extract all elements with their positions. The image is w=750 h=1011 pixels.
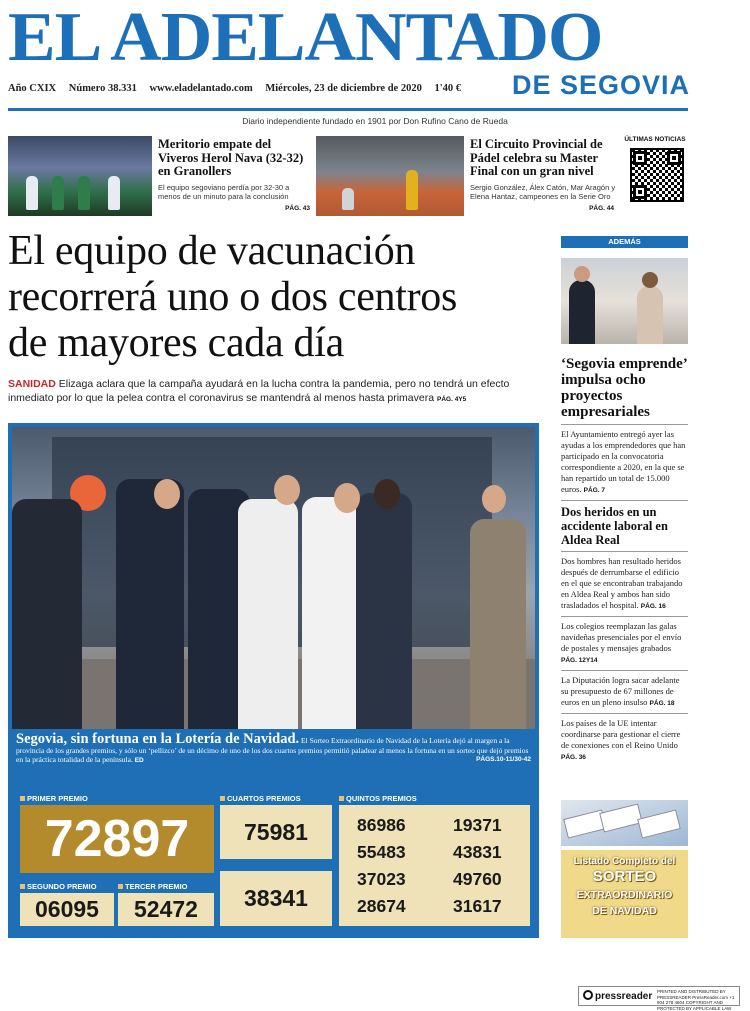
- quinto-premio-number: 31617: [453, 896, 502, 916]
- story-page: PÁG. 7: [583, 487, 605, 494]
- qr-corner: [667, 151, 681, 165]
- lottery-caption: [16, 731, 531, 766]
- quinto-premio-number: 19371: [453, 815, 502, 835]
- divider: [561, 551, 688, 552]
- person-head: [642, 272, 658, 288]
- player-figure: [26, 176, 38, 210]
- newspaper-title: EL ADELANTADO: [8, 0, 603, 76]
- ticket-shape: [599, 803, 643, 832]
- person-figure: [356, 493, 412, 729]
- pressreader-footer[interactable]: [578, 986, 740, 1011]
- player-figure: [406, 170, 418, 210]
- main-headline[interactable]: [8, 228, 553, 366]
- founded-line: Diario independiente fundado en 1901 por Don Rufino Cano de Rueda: [242, 116, 508, 126]
- cuarto-premio-number: 38341: [220, 871, 332, 926]
- masthead: [8, 0, 690, 108]
- quintos-premios-panel: [339, 805, 530, 926]
- sidebar-brief[interactable]: [561, 621, 688, 666]
- quinto-premio-number: 49760: [453, 869, 502, 889]
- lottery-caption-title: Segovia, sin fortuna en la Lotería de Navidad.: [16, 731, 300, 747]
- pressreader-icon: [583, 990, 593, 1000]
- primer-premio-number: 72897: [20, 805, 214, 873]
- sidebar-story-headline[interactable]: ‘Segovia emprende’ impulsa ocho proyectos empresariales: [561, 356, 687, 420]
- divider: [561, 500, 688, 501]
- standfirst-text: Elizaga aclara que la campaña ayudará en la lucha contra la pandemia, pero no tendrá un efecto inmediato por lo que la pelea contra el coronavirus se mantendrá al menos hasta primavera: [8, 378, 510, 404]
- player-figure: [108, 176, 120, 210]
- teaser-row: [8, 136, 688, 216]
- handball-photo: [8, 136, 152, 216]
- brief-page: PÁG. 36: [561, 754, 586, 761]
- person-head: [154, 479, 180, 509]
- promo-line: Listado Completo del: [573, 856, 676, 867]
- lottery-caption-body: El Sorteo Extraordinario de Navidad de la Lotería dejó al margen a la provincia de los grandes premios, y sólo un ‘pellizco’ de un décimo de uno de los dos cuartos premios permitió paladear al menos la fortuna en un sorteo que dejó premios en la práctica totalidad de la península.: [16, 736, 529, 764]
- sidebar-brief[interactable]: [561, 675, 688, 709]
- qr-code-icon[interactable]: [630, 148, 684, 202]
- quinto-premio-number: 43831: [453, 842, 502, 862]
- headline-line: El equipo de vacunación: [8, 228, 416, 274]
- person-head: [482, 485, 506, 513]
- promo-line: SORTEO: [592, 868, 657, 885]
- headline-line: de mayores cada día: [8, 320, 344, 366]
- sidebar-story-body: [561, 556, 688, 612]
- player-figure: [52, 176, 64, 210]
- qr-corner: [633, 151, 647, 165]
- ultimas-noticias-label: ÚLTIMAS NOTICIAS: [624, 136, 686, 143]
- sidebar: [561, 236, 688, 763]
- padel-photo: [316, 136, 464, 216]
- person-figure: [637, 286, 663, 344]
- teaser-page: PÁG. 43: [285, 205, 310, 212]
- ultimas-noticias[interactable]: [622, 136, 688, 216]
- story-text: Dos hombres han resultado heridos después de derrumbarse el edificio en el que se encontraban trabajando en Aldea Real y ambos han sido trasladados el hospital.: [561, 556, 683, 610]
- quinto-premio-number: 86986: [357, 815, 406, 835]
- sidebar-story-body: [561, 429, 688, 496]
- pressreader-notice: PRINTED AND DISTRIBUTED BY PRESSREADER PressReader.com +1 604 278 4604 COPYRIGHT AND PROTECTED BY APPLICABLE LAW: [657, 989, 735, 1011]
- quinto-premio-number: 37023: [357, 869, 406, 889]
- divider: [561, 616, 688, 617]
- quinto-premio-number: 55483: [357, 842, 406, 862]
- person-head: [334, 483, 360, 513]
- pressreader-logo: [583, 990, 652, 1002]
- section-kicker: SANIDAD: [8, 378, 56, 390]
- issue-date: Miércoles, 23 de diciembre de 2020: [265, 83, 422, 94]
- divider: [561, 713, 688, 714]
- story-text: El Ayuntamiento entregó ayer las ayudas a los emprendedores que han participado en la convocatoria correspondiente a 2020, en la que se han repartido un total de 15.000 euros.: [561, 429, 686, 494]
- lottery-box: [8, 423, 539, 938]
- lottery-photo: [12, 427, 535, 729]
- brief-page: PÁG. 18: [649, 700, 675, 707]
- person-head: [574, 266, 590, 282]
- ticket-shape: [637, 809, 681, 838]
- tercer-premio-label: TERCER PREMIO: [118, 882, 188, 891]
- standfirst-page: PÁG. 4Y5: [437, 396, 467, 403]
- cuartos-premios-label: CUARTOS PREMIOS: [220, 794, 301, 803]
- segundo-premio-label: SEGUNDO PREMIO: [20, 882, 97, 891]
- issue-year: Año CXIX: [8, 83, 57, 94]
- teaser-handball[interactable]: [8, 136, 314, 216]
- teaser-headline: El Circuito Provincial de Pádel celebra su Master Final con un gran nivel: [470, 137, 603, 178]
- divider: [561, 424, 688, 425]
- person-figure: [12, 499, 82, 729]
- promo-line: EXTRAORDINARIO: [576, 889, 673, 901]
- newspaper-subtitle: DE SEGOVIA: [511, 70, 690, 100]
- sidebar-story-headline[interactable]: Dos heridos en un accidente laboral en Aldea Real: [561, 505, 668, 547]
- teaser-page: PÁG. 44: [589, 205, 614, 212]
- primer-premio-label: PRIMER PREMIO: [20, 794, 88, 803]
- player-figure: [78, 176, 90, 210]
- person-figure: [302, 497, 364, 729]
- lottery-caption-ed: ED: [134, 757, 144, 764]
- segundo-premio-number: 06095: [20, 893, 114, 926]
- qr-corner: [633, 185, 647, 199]
- divider: [561, 670, 688, 671]
- brief-text: La Diputación logra sacar adelante su presupuesto de 67 millones de euros en un pleno insulso: [561, 675, 680, 707]
- masthead-rule: [8, 108, 688, 111]
- issue-price: 1'40 €: [434, 83, 461, 94]
- emprende-photo: [561, 258, 688, 344]
- teaser-text: [470, 138, 616, 201]
- headline-line: recorrerá uno o dos centros: [8, 274, 458, 320]
- lottery-page: PÁGS.10-11/30-42: [476, 756, 531, 763]
- sidebar-brief[interactable]: [561, 718, 688, 763]
- teaser-body: Sergio González, Álex Catón, Mar Aragón y Elena Hantaz, campeones en la Serie Oro: [470, 182, 616, 201]
- person-figure: [569, 280, 595, 344]
- brief-page: PÁG. 12Y14: [561, 657, 598, 664]
- lottery-tickets-image: [561, 800, 688, 846]
- lottery-list-promo[interactable]: [561, 800, 688, 938]
- quinto-premio-number: 28674: [357, 896, 406, 916]
- brief-text: Los países de la UE intentar coordinarse para gestionar el cierre de conexiones con el Reino Unido: [561, 718, 681, 750]
- tercer-premio-number: 52472: [118, 893, 214, 926]
- ademas-label: ADEMÁS: [561, 236, 688, 248]
- promo-text: [561, 850, 688, 938]
- story-page: PÁG. 16: [640, 603, 666, 610]
- person-head: [374, 479, 400, 509]
- pressreader-brand: pressreader: [595, 991, 653, 1002]
- promo-line: DE NAVIDAD: [592, 905, 657, 917]
- brief-text: Los colegios reemplazan las galas navideñas presenciales por el envío de postales y mensajes grabados: [561, 621, 682, 653]
- main-standfirst: [8, 377, 553, 407]
- person-figure: [238, 499, 298, 729]
- issue-meta: [8, 83, 471, 94]
- issue-website[interactable]: www.eladelantado.com: [149, 83, 253, 94]
- quintos-premios-label: QUINTOS PREMIOS: [339, 794, 417, 803]
- teaser-text: [158, 138, 308, 201]
- teaser-padel[interactable]: [316, 136, 618, 216]
- cuarto-premio-number: 75981: [220, 805, 332, 859]
- person-figure: [470, 519, 526, 729]
- person-head: [274, 475, 300, 505]
- player-figure: [342, 188, 354, 210]
- person-figure: [116, 479, 184, 729]
- teaser-headline: Meritorio empate del Viveros Herol Nava (32-32) en Granollers: [158, 137, 304, 178]
- teaser-body: El equipo segoviano perdía por 32-30 a menos de un minuto para la conclusión: [158, 182, 290, 201]
- issue-number: Número 38.331: [68, 83, 137, 94]
